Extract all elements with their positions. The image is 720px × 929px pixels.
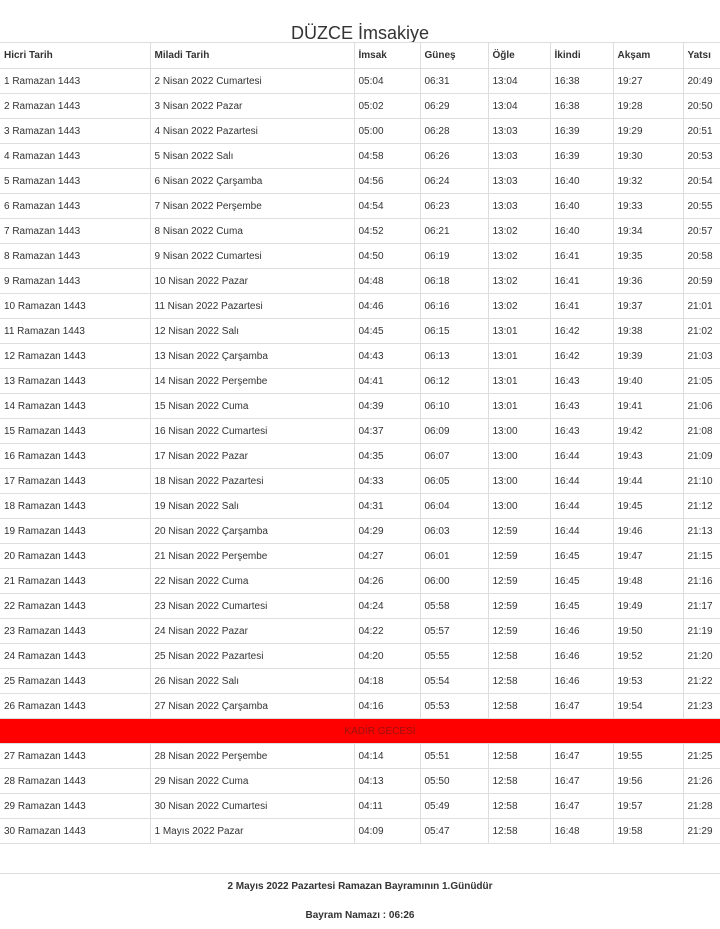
cell-imsak: 04:37 <box>354 419 420 444</box>
cell-ikindi: 16:46 <box>550 669 613 694</box>
header-ikindi: İkindi <box>550 43 613 69</box>
cell-ogle: 13:04 <box>488 94 550 119</box>
cell-miladi-tarih: 16 Nisan 2022 Cumartesi <box>150 419 354 444</box>
cell-gunes: 05:57 <box>420 619 488 644</box>
cell-gunes: 06:28 <box>420 119 488 144</box>
cell-imsak: 04:24 <box>354 594 420 619</box>
cell-aksam: 19:53 <box>613 669 683 694</box>
cell-yatsi: 20:51 <box>683 119 720 144</box>
cell-aksam: 19:29 <box>613 119 683 144</box>
cell-imsak: 04:45 <box>354 319 420 344</box>
cell-yatsi: 20:49 <box>683 69 720 94</box>
cell-ikindi: 16:45 <box>550 544 613 569</box>
cell-yatsi: 20:53 <box>683 144 720 169</box>
cell-gunes: 06:23 <box>420 194 488 219</box>
cell-ikindi: 16:39 <box>550 119 613 144</box>
cell-gunes: 05:55 <box>420 644 488 669</box>
cell-ikindi: 16:45 <box>550 569 613 594</box>
cell-ikindi: 16:48 <box>550 819 613 844</box>
cell-ikindi: 16:44 <box>550 444 613 469</box>
cell-gunes: 05:47 <box>420 819 488 844</box>
cell-yatsi: 21:03 <box>683 344 720 369</box>
cell-yatsi: 21:19 <box>683 619 720 644</box>
cell-gunes: 06:31 <box>420 69 488 94</box>
cell-yatsi: 21:06 <box>683 394 720 419</box>
cell-hicri-tarih: 26 Ramazan 1443 <box>0 694 150 719</box>
cell-imsak: 04:22 <box>354 619 420 644</box>
header-ogle: Öğle <box>488 43 550 69</box>
table-header <box>0 43 720 69</box>
table-row <box>0 619 720 644</box>
cell-gunes: 06:07 <box>420 444 488 469</box>
imsakiye-table-container <box>0 42 720 844</box>
cell-aksam: 19:42 <box>613 419 683 444</box>
cell-yatsi: 21:13 <box>683 519 720 544</box>
cell-aksam: 19:58 <box>613 819 683 844</box>
cell-ogle: 13:03 <box>488 144 550 169</box>
cell-miladi-tarih: 19 Nisan 2022 Salı <box>150 494 354 519</box>
cell-hicri-tarih: 10 Ramazan 1443 <box>0 294 150 319</box>
cell-imsak: 04:26 <box>354 569 420 594</box>
table-body <box>0 69 720 844</box>
cell-hicri-tarih: 23 Ramazan 1443 <box>0 619 150 644</box>
cell-hicri-tarih: 8 Ramazan 1443 <box>0 244 150 269</box>
cell-imsak: 04:50 <box>354 244 420 269</box>
cell-imsak: 04:48 <box>354 269 420 294</box>
cell-hicri-tarih: 28 Ramazan 1443 <box>0 769 150 794</box>
cell-ikindi: 16:44 <box>550 519 613 544</box>
cell-yatsi: 21:01 <box>683 294 720 319</box>
cell-miladi-tarih: 14 Nisan 2022 Perşembe <box>150 369 354 394</box>
cell-ogle: 12:58 <box>488 644 550 669</box>
cell-yatsi: 21:08 <box>683 419 720 444</box>
header-hicri-tarih: Hicri Tarih <box>0 43 150 69</box>
cell-ogle: 13:02 <box>488 244 550 269</box>
cell-yatsi: 21:15 <box>683 544 720 569</box>
cell-ikindi: 16:38 <box>550 94 613 119</box>
cell-miladi-tarih: 26 Nisan 2022 Salı <box>150 669 354 694</box>
cell-aksam: 19:39 <box>613 344 683 369</box>
cell-hicri-tarih: 1 Ramazan 1443 <box>0 69 150 94</box>
table-row <box>0 544 720 569</box>
cell-imsak: 04:09 <box>354 819 420 844</box>
cell-aksam: 19:45 <box>613 494 683 519</box>
cell-ikindi: 16:41 <box>550 294 613 319</box>
cell-imsak: 04:54 <box>354 194 420 219</box>
cell-ikindi: 16:41 <box>550 269 613 294</box>
cell-yatsi: 21:28 <box>683 794 720 819</box>
cell-gunes: 05:54 <box>420 669 488 694</box>
cell-ogle: 12:58 <box>488 769 550 794</box>
cell-imsak: 04:16 <box>354 694 420 719</box>
table-row <box>0 244 720 269</box>
cell-aksam: 19:43 <box>613 444 683 469</box>
table-row <box>0 369 720 394</box>
cell-miladi-tarih: 10 Nisan 2022 Pazar <box>150 269 354 294</box>
bayram-info: 2 Mayıs 2022 Pazartesi Ramazan Bayramının 1.Günüdür <box>227 881 493 892</box>
cell-ikindi: 16:40 <box>550 194 613 219</box>
cell-miladi-tarih: 3 Nisan 2022 Pazar <box>150 94 354 119</box>
cell-miladi-tarih: 30 Nisan 2022 Cumartesi <box>150 794 354 819</box>
cell-aksam: 19:48 <box>613 569 683 594</box>
cell-imsak: 04:58 <box>354 144 420 169</box>
footer <box>0 873 720 921</box>
cell-yatsi: 21:25 <box>683 744 720 769</box>
table-row <box>0 494 720 519</box>
cell-hicri-tarih: 3 Ramazan 1443 <box>0 119 150 144</box>
cell-aksam: 19:28 <box>613 94 683 119</box>
cell-ogle: 12:59 <box>488 569 550 594</box>
cell-gunes: 06:24 <box>420 169 488 194</box>
cell-hicri-tarih: 5 Ramazan 1443 <box>0 169 150 194</box>
cell-ikindi: 16:46 <box>550 619 613 644</box>
table-row <box>0 194 720 219</box>
cell-hicri-tarih: 22 Ramazan 1443 <box>0 594 150 619</box>
header-imsak: İmsak <box>354 43 420 69</box>
cell-yatsi: 20:59 <box>683 269 720 294</box>
cell-hicri-tarih: 17 Ramazan 1443 <box>0 469 150 494</box>
cell-miladi-tarih: 6 Nisan 2022 Çarşamba <box>150 169 354 194</box>
cell-gunes: 06:03 <box>420 519 488 544</box>
cell-hicri-tarih: 18 Ramazan 1443 <box>0 494 150 519</box>
cell-hicri-tarih: 24 Ramazan 1443 <box>0 644 150 669</box>
cell-miladi-tarih: 4 Nisan 2022 Pazartesi <box>150 119 354 144</box>
cell-miladi-tarih: 25 Nisan 2022 Pazartesi <box>150 644 354 669</box>
cell-hicri-tarih: 21 Ramazan 1443 <box>0 569 150 594</box>
cell-yatsi: 21:05 <box>683 369 720 394</box>
cell-gunes: 06:01 <box>420 544 488 569</box>
cell-yatsi: 20:55 <box>683 194 720 219</box>
cell-ikindi: 16:47 <box>550 794 613 819</box>
cell-hicri-tarih: 16 Ramazan 1443 <box>0 444 150 469</box>
cell-miladi-tarih: 24 Nisan 2022 Pazar <box>150 619 354 644</box>
cell-ogle: 13:01 <box>488 369 550 394</box>
cell-gunes: 05:51 <box>420 744 488 769</box>
table-row <box>0 694 720 719</box>
cell-ikindi: 16:43 <box>550 419 613 444</box>
cell-ogle: 12:58 <box>488 819 550 844</box>
cell-hicri-tarih: 20 Ramazan 1443 <box>0 544 150 569</box>
cell-ogle: 13:01 <box>488 394 550 419</box>
cell-hicri-tarih: 11 Ramazan 1443 <box>0 319 150 344</box>
cell-imsak: 04:18 <box>354 669 420 694</box>
table-row <box>0 819 720 844</box>
table-row <box>0 444 720 469</box>
cell-miladi-tarih: 21 Nisan 2022 Perşembe <box>150 544 354 569</box>
cell-gunes: 06:10 <box>420 394 488 419</box>
cell-ogle: 13:03 <box>488 169 550 194</box>
cell-imsak: 05:04 <box>354 69 420 94</box>
cell-hicri-tarih: 25 Ramazan 1443 <box>0 669 150 694</box>
cell-miladi-tarih: 9 Nisan 2022 Cumartesi <box>150 244 354 269</box>
table-row <box>0 519 720 544</box>
cell-imsak: 04:41 <box>354 369 420 394</box>
table-row <box>0 169 720 194</box>
page-title: DÜZCE İmsakiye <box>290 23 429 44</box>
cell-ogle: 13:02 <box>488 219 550 244</box>
cell-hicri-tarih: 19 Ramazan 1443 <box>0 519 150 544</box>
cell-hicri-tarih: 30 Ramazan 1443 <box>0 819 150 844</box>
cell-imsak: 04:31 <box>354 494 420 519</box>
table-row <box>0 219 720 244</box>
cell-imsak: 04:14 <box>354 744 420 769</box>
table-row <box>0 469 720 494</box>
cell-ogle: 13:04 <box>488 69 550 94</box>
cell-miladi-tarih: 27 Nisan 2022 Çarşamba <box>150 694 354 719</box>
cell-miladi-tarih: 29 Nisan 2022 Cuma <box>150 769 354 794</box>
cell-imsak: 04:56 <box>354 169 420 194</box>
cell-imsak: 04:35 <box>354 444 420 469</box>
cell-ogle: 13:03 <box>488 194 550 219</box>
cell-yatsi: 21:09 <box>683 444 720 469</box>
cell-aksam: 19:49 <box>613 594 683 619</box>
cell-ogle: 12:58 <box>488 744 550 769</box>
table-row <box>0 744 720 769</box>
cell-yatsi: 21:16 <box>683 569 720 594</box>
cell-yatsi: 21:02 <box>683 319 720 344</box>
cell-aksam: 19:46 <box>613 519 683 544</box>
cell-aksam: 19:52 <box>613 644 683 669</box>
cell-ogle: 13:02 <box>488 294 550 319</box>
cell-hicri-tarih: 12 Ramazan 1443 <box>0 344 150 369</box>
cell-ogle: 12:59 <box>488 519 550 544</box>
cell-aksam: 19:56 <box>613 769 683 794</box>
cell-aksam: 19:36 <box>613 269 683 294</box>
cell-ikindi: 16:40 <box>550 219 613 244</box>
cell-yatsi: 21:29 <box>683 819 720 844</box>
cell-yatsi: 20:50 <box>683 94 720 119</box>
cell-gunes: 05:53 <box>420 694 488 719</box>
cell-ogle: 13:00 <box>488 469 550 494</box>
cell-gunes: 06:26 <box>420 144 488 169</box>
cell-imsak: 04:27 <box>354 544 420 569</box>
cell-yatsi: 21:12 <box>683 494 720 519</box>
cell-hicri-tarih: 4 Ramazan 1443 <box>0 144 150 169</box>
table-row <box>0 269 720 294</box>
cell-ikindi: 16:42 <box>550 344 613 369</box>
cell-gunes: 06:15 <box>420 319 488 344</box>
cell-miladi-tarih: 12 Nisan 2022 Salı <box>150 319 354 344</box>
cell-ogle: 13:01 <box>488 319 550 344</box>
cell-gunes: 06:00 <box>420 569 488 594</box>
cell-yatsi: 21:10 <box>683 469 720 494</box>
cell-imsak: 04:20 <box>354 644 420 669</box>
table-row <box>0 794 720 819</box>
header-miladi-tarih: Miladi Tarih <box>150 43 354 69</box>
cell-gunes: 06:13 <box>420 344 488 369</box>
bayram-namazi: Bayram Namazı : 06:26 <box>305 910 415 921</box>
cell-aksam: 19:50 <box>613 619 683 644</box>
header-gunes: Güneş <box>420 43 488 69</box>
table-row <box>0 669 720 694</box>
cell-ikindi: 16:47 <box>550 744 613 769</box>
cell-aksam: 19:27 <box>613 69 683 94</box>
cell-ogle: 13:02 <box>488 269 550 294</box>
cell-hicri-tarih: 7 Ramazan 1443 <box>0 219 150 244</box>
cell-ikindi: 16:38 <box>550 69 613 94</box>
cell-aksam: 19:37 <box>613 294 683 319</box>
cell-ikindi: 16:42 <box>550 319 613 344</box>
cell-ikindi: 16:43 <box>550 369 613 394</box>
cell-aksam: 19:32 <box>613 169 683 194</box>
header-row <box>0 43 720 69</box>
cell-aksam: 19:57 <box>613 794 683 819</box>
cell-yatsi: 21:22 <box>683 669 720 694</box>
cell-aksam: 19:34 <box>613 219 683 244</box>
table-row <box>0 394 720 419</box>
cell-gunes: 06:16 <box>420 294 488 319</box>
table-row <box>0 319 720 344</box>
cell-miladi-tarih: 23 Nisan 2022 Cumartesi <box>150 594 354 619</box>
cell-aksam: 19:55 <box>613 744 683 769</box>
cell-imsak: 04:33 <box>354 469 420 494</box>
cell-ikindi: 16:45 <box>550 594 613 619</box>
cell-yatsi: 20:54 <box>683 169 720 194</box>
table-row <box>0 569 720 594</box>
table-row <box>0 644 720 669</box>
cell-imsak: 05:00 <box>354 119 420 144</box>
cell-imsak: 04:43 <box>354 344 420 369</box>
cell-aksam: 19:30 <box>613 144 683 169</box>
cell-yatsi: 21:23 <box>683 694 720 719</box>
cell-ogle: 12:59 <box>488 594 550 619</box>
cell-aksam: 19:40 <box>613 369 683 394</box>
table-row <box>0 69 720 94</box>
table-row <box>0 344 720 369</box>
cell-miladi-tarih: 8 Nisan 2022 Cuma <box>150 219 354 244</box>
table-row <box>0 294 720 319</box>
cell-aksam: 19:54 <box>613 694 683 719</box>
cell-ikindi: 16:41 <box>550 244 613 269</box>
cell-ogle: 13:00 <box>488 419 550 444</box>
cell-hicri-tarih: 2 Ramazan 1443 <box>0 94 150 119</box>
cell-ikindi: 16:39 <box>550 144 613 169</box>
cell-hicri-tarih: 9 Ramazan 1443 <box>0 269 150 294</box>
cell-hicri-tarih: 13 Ramazan 1443 <box>0 369 150 394</box>
cell-ikindi: 16:44 <box>550 494 613 519</box>
table-row <box>0 594 720 619</box>
header-yatsi: Yatsı <box>683 43 720 69</box>
cell-ikindi: 16:46 <box>550 644 613 669</box>
cell-ogle: 12:58 <box>488 694 550 719</box>
table-row <box>0 94 720 119</box>
cell-gunes: 06:04 <box>420 494 488 519</box>
cell-yatsi: 21:17 <box>683 594 720 619</box>
cell-ikindi: 16:44 <box>550 469 613 494</box>
cell-imsak: 04:11 <box>354 794 420 819</box>
cell-ogle: 12:58 <box>488 669 550 694</box>
cell-gunes: 05:58 <box>420 594 488 619</box>
cell-gunes: 05:50 <box>420 769 488 794</box>
cell-imsak: 04:29 <box>354 519 420 544</box>
cell-miladi-tarih: 5 Nisan 2022 Salı <box>150 144 354 169</box>
cell-aksam: 19:41 <box>613 394 683 419</box>
cell-ogle: 13:01 <box>488 344 550 369</box>
kadir-gecesi-row <box>0 719 720 744</box>
cell-yatsi: 20:58 <box>683 244 720 269</box>
cell-ogle: 12:58 <box>488 794 550 819</box>
cell-ikindi: 16:40 <box>550 169 613 194</box>
cell-hicri-tarih: 29 Ramazan 1443 <box>0 794 150 819</box>
table-row <box>0 119 720 144</box>
cell-hicri-tarih: 14 Ramazan 1443 <box>0 394 150 419</box>
cell-imsak: 04:13 <box>354 769 420 794</box>
cell-gunes: 06:21 <box>420 219 488 244</box>
cell-ogle: 12:59 <box>488 544 550 569</box>
cell-ogle: 13:03 <box>488 119 550 144</box>
cell-miladi-tarih: 2 Nisan 2022 Cumartesi <box>150 69 354 94</box>
table-row <box>0 769 720 794</box>
cell-yatsi: 21:20 <box>683 644 720 669</box>
cell-aksam: 19:35 <box>613 244 683 269</box>
cell-miladi-tarih: 22 Nisan 2022 Cuma <box>150 569 354 594</box>
cell-gunes: 06:29 <box>420 94 488 119</box>
cell-yatsi: 20:57 <box>683 219 720 244</box>
cell-aksam: 19:38 <box>613 319 683 344</box>
cell-miladi-tarih: 28 Nisan 2022 Perşembe <box>150 744 354 769</box>
kadir-gecesi-label: KADİR GECESİ <box>0 719 720 744</box>
cell-ogle: 13:00 <box>488 444 550 469</box>
cell-miladi-tarih: 11 Nisan 2022 Pazartesi <box>150 294 354 319</box>
cell-aksam: 19:33 <box>613 194 683 219</box>
cell-gunes: 06:18 <box>420 269 488 294</box>
header-aksam: Akşam <box>613 43 683 69</box>
cell-imsak: 04:46 <box>354 294 420 319</box>
cell-ogle: 13:00 <box>488 494 550 519</box>
cell-gunes: 06:12 <box>420 369 488 394</box>
cell-hicri-tarih: 6 Ramazan 1443 <box>0 194 150 219</box>
cell-gunes: 05:49 <box>420 794 488 819</box>
cell-imsak: 04:52 <box>354 219 420 244</box>
cell-aksam: 19:44 <box>613 469 683 494</box>
cell-ikindi: 16:47 <box>550 769 613 794</box>
cell-hicri-tarih: 27 Ramazan 1443 <box>0 744 150 769</box>
cell-miladi-tarih: 15 Nisan 2022 Cuma <box>150 394 354 419</box>
cell-miladi-tarih: 13 Nisan 2022 Çarşamba <box>150 344 354 369</box>
cell-miladi-tarih: 20 Nisan 2022 Çarşamba <box>150 519 354 544</box>
cell-aksam: 19:47 <box>613 544 683 569</box>
cell-ikindi: 16:47 <box>550 694 613 719</box>
cell-gunes: 06:05 <box>420 469 488 494</box>
cell-yatsi: 21:26 <box>683 769 720 794</box>
cell-imsak: 04:39 <box>354 394 420 419</box>
cell-ogle: 12:59 <box>488 619 550 644</box>
table-row <box>0 419 720 444</box>
cell-hicri-tarih: 15 Ramazan 1443 <box>0 419 150 444</box>
cell-gunes: 06:09 <box>420 419 488 444</box>
cell-miladi-tarih: 18 Nisan 2022 Pazartesi <box>150 469 354 494</box>
cell-ikindi: 16:43 <box>550 394 613 419</box>
cell-miladi-tarih: 7 Nisan 2022 Perşembe <box>150 194 354 219</box>
table-row <box>0 144 720 169</box>
imsakiye-table <box>0 42 720 844</box>
cell-miladi-tarih: 1 Mayıs 2022 Pazar <box>150 819 354 844</box>
cell-gunes: 06:19 <box>420 244 488 269</box>
cell-miladi-tarih: 17 Nisan 2022 Pazar <box>150 444 354 469</box>
cell-imsak: 05:02 <box>354 94 420 119</box>
